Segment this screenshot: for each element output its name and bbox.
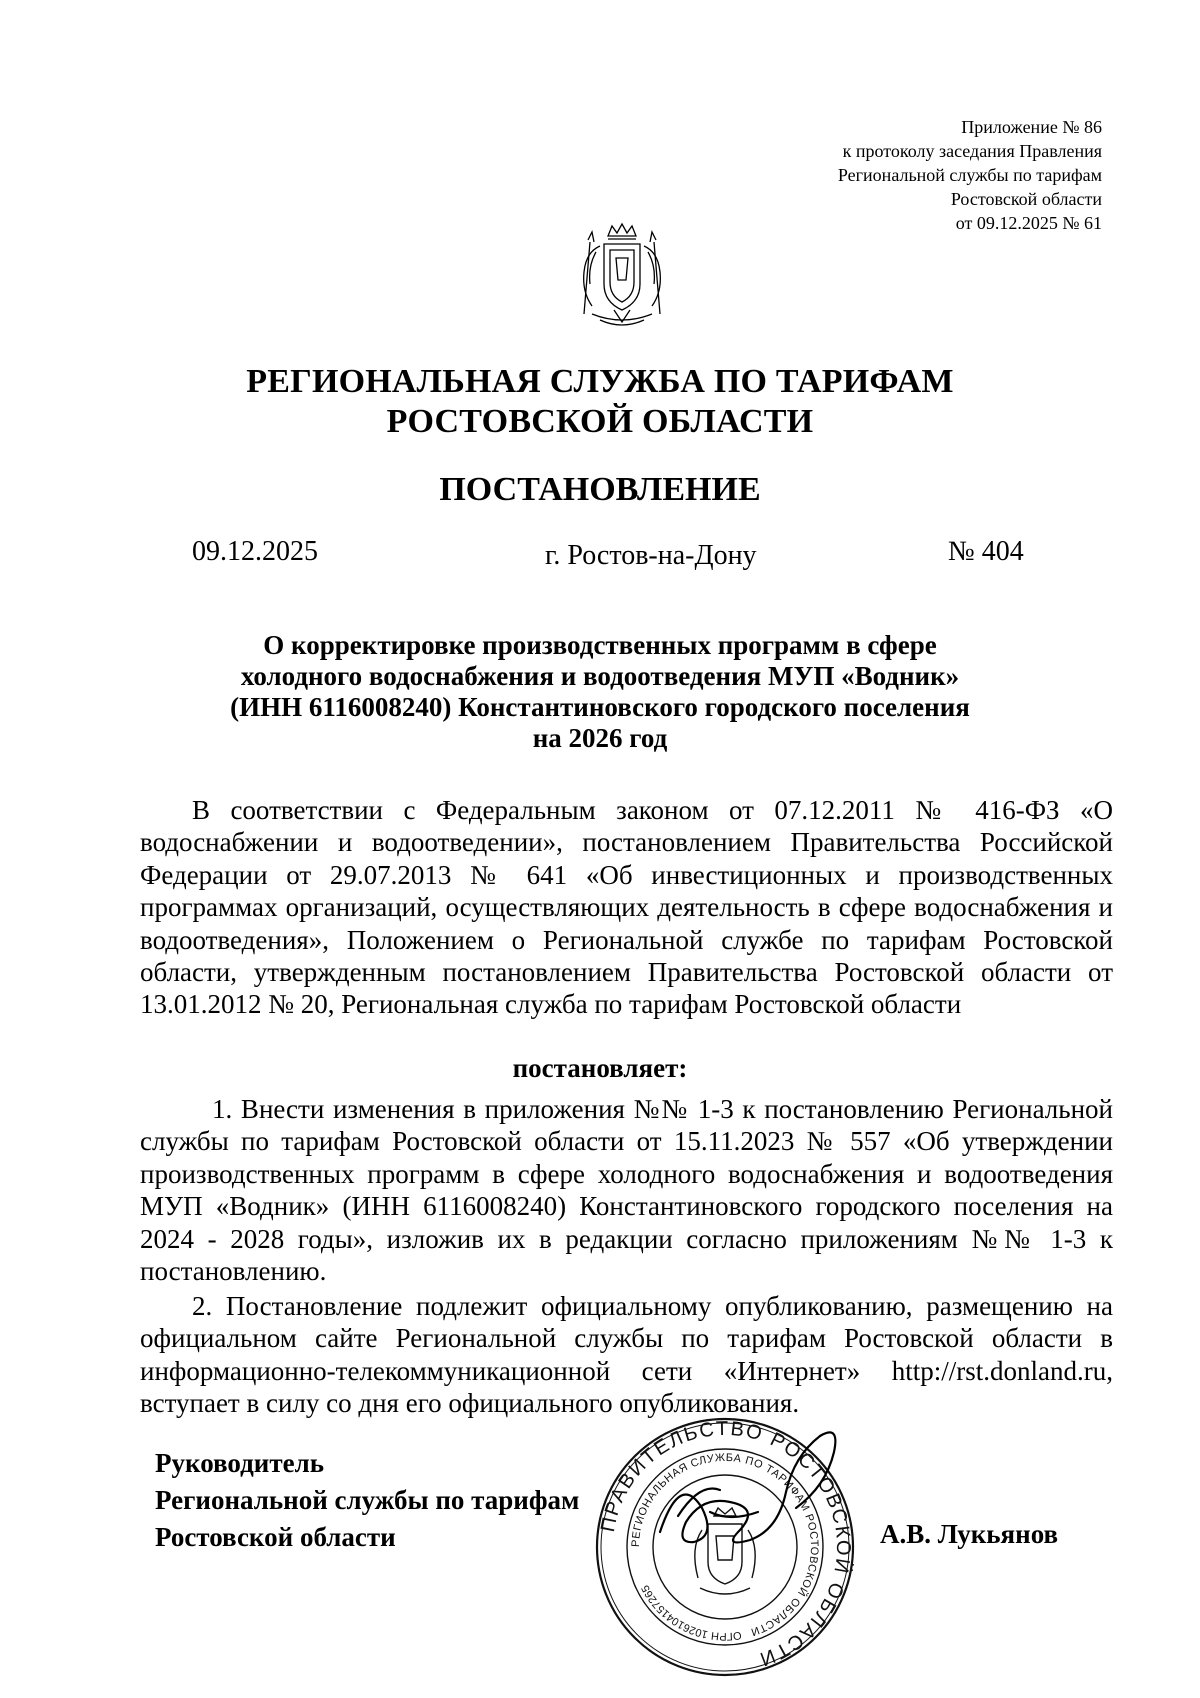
stamp-ogrn-text: ОГРН 1026104157265 bbox=[639, 1582, 743, 1643]
subject-line: на 2026 год bbox=[532, 723, 668, 753]
official-stamp bbox=[590, 1412, 860, 1682]
signatory-title-line: Ростовской области bbox=[155, 1522, 396, 1552]
document-city: г. Ростов-на-Дону bbox=[545, 540, 757, 571]
subject-line: (ИНН 6116008240) Константиновского городского поселения bbox=[230, 692, 970, 722]
decree-item-2: 2. Постановление подлежит официальному опубликованию, размещению на официальном сайте Региональной службы по тарифам Ростовской области в информационно-телекоммуникационной сети «Интернет» http://rst.donland.ru, вступает в силу со дня его официального опубликования. bbox=[140, 1291, 1113, 1419]
document-date: 09.12.2025 bbox=[192, 536, 318, 567]
decree-word: постановляет: bbox=[512, 1053, 688, 1083]
appendix-line: Приложение № 86 bbox=[961, 117, 1102, 137]
signatory-title-line: Региональной службы по тарифам bbox=[155, 1485, 580, 1515]
agency-name bbox=[0, 362, 1200, 442]
preamble-paragraph: В соответствии с Федеральным законом от 07.12.2011 № 416-ФЗ «О водоснабжении и водоотведении», постановлением Правительства Российской Федерации от 29.07.2013 № 641 «Об инвестиционных и производственных программах организаций, осуществляющих деятельность в сфере водоснабжения и водоотведения», Положением о Региональной службе по тарифам Ростовской области, утвержденным постановлением Правительства Ростовской области от 13.01.2012 № 20, Региональная служба по тарифам Ростовской области bbox=[140, 795, 1113, 1020]
appendix-line: Ростовской области bbox=[950, 189, 1102, 209]
agency-name-line: РЕГИОНАЛЬНАЯ СЛУЖБА ПО ТАРИФАМ bbox=[246, 363, 954, 400]
document-subject bbox=[160, 630, 1040, 754]
appendix-note bbox=[682, 115, 1102, 235]
stamp-outer-text: ПРАВИТЕЛЬСТВО РОСТОВСКОЙ ОБЛАСТИ bbox=[596, 1417, 855, 1671]
appendix-line: Региональной службы по тарифам bbox=[837, 165, 1102, 185]
signatory-title bbox=[155, 1445, 579, 1556]
document-type-title: ПОСТАНОВЛЕНИЕ bbox=[439, 471, 761, 508]
agency-name-line: РОСТОВСКОЙ ОБЛАСТИ bbox=[386, 403, 814, 440]
appendix-line: к протоколу заседания Правления bbox=[842, 141, 1102, 161]
svg-text:ОГРН 1026104157265 bbox=[639, 1583, 742, 1642]
appendix-line: от 09.12.2025 № 61 bbox=[955, 213, 1102, 233]
subject-line: О корректировке производственных программ в сфере bbox=[263, 630, 937, 660]
signatory-name: А.В. Лукьянов bbox=[880, 1519, 1059, 1549]
document-number: № 404 bbox=[948, 536, 1024, 567]
decree-item-1: 1. Внести изменения в приложения №№ 1-3 к постановлению Региональной службы по тарифам Ростовской области от 15.11.2023 № 557 «Об утверждении производственных программ в сфере холодного водоснабжения и водоотведения МУП «Водник» (ИНН 6116008240) Константиновского городского поселения на 2024 - 2028 годы», изложив их в редакции согласно приложениям №№ 1-3 к постановлению. bbox=[140, 1094, 1113, 1287]
coat-of-arms-icon bbox=[570, 222, 674, 332]
document-meta-row bbox=[0, 536, 1200, 576]
signatory-title-line: Руководитель bbox=[155, 1448, 325, 1478]
stamp-inner-text: РЕГИОНАЛЬНАЯ СЛУЖБА ПО ТАРИФАМ РОСТОВСКОЙ ОБЛАСТИ bbox=[629, 1451, 821, 1638]
subject-line: холодного водоснабжения и водоотведения МУП «Водник» bbox=[240, 661, 960, 691]
